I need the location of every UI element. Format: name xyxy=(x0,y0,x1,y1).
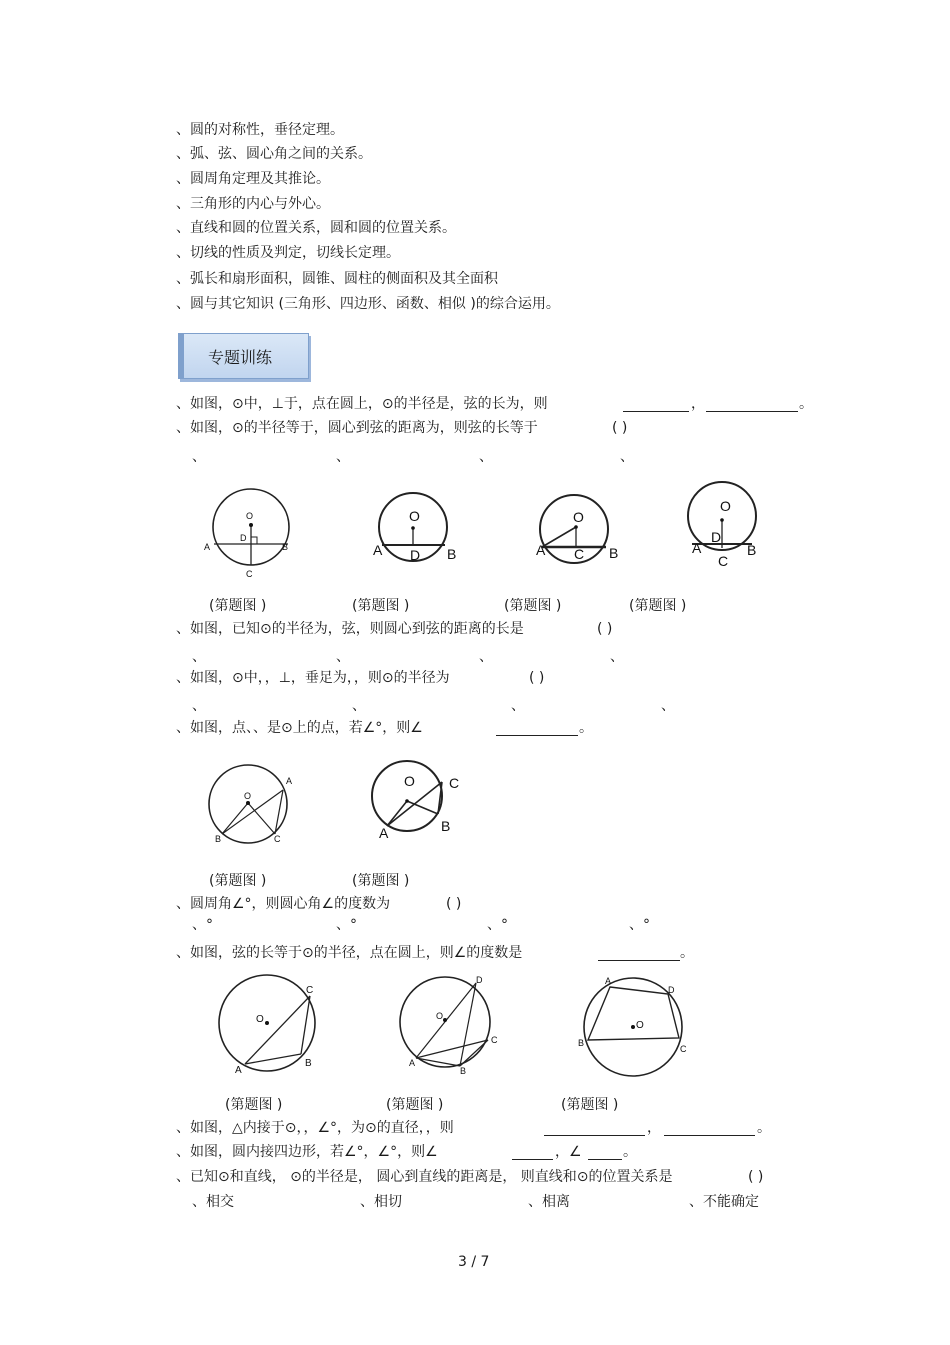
answer-blank xyxy=(706,411,798,412)
label-c: C xyxy=(718,553,729,569)
figure-caption: (第题图 ) xyxy=(209,873,267,889)
option: 、不能确定 xyxy=(689,1194,759,1210)
figure-caption: (第题图 ) xyxy=(225,1097,283,1113)
period: 。 xyxy=(623,1144,637,1160)
outline-item: 、圆的对称性，垂径定理。 xyxy=(176,122,344,138)
figure-chord-equals-radius xyxy=(205,968,330,1078)
label-c: C xyxy=(246,569,253,579)
label-a: A xyxy=(536,542,546,558)
figure-caption: (第题图 ) xyxy=(352,873,410,889)
figure-diameter-triangle xyxy=(395,970,515,1080)
answer-paren: ( ) xyxy=(612,420,628,436)
label-d: D xyxy=(476,975,483,985)
option: 、 xyxy=(620,449,634,465)
figure-caption: (第题图 ) xyxy=(386,1097,444,1113)
label-o: O xyxy=(720,498,731,514)
figure-caption: (第题图 ) xyxy=(504,598,562,614)
label-a: A xyxy=(373,542,383,558)
figure-circle-chord xyxy=(200,480,310,580)
figure-caption: (第题图 ) xyxy=(561,1097,619,1113)
option: 、° xyxy=(192,917,213,933)
option: 、 xyxy=(192,649,206,665)
label-o: O xyxy=(409,508,420,524)
figure-central-angle xyxy=(365,758,475,848)
option: 、 xyxy=(352,698,366,714)
label-a: A xyxy=(235,1065,242,1076)
question-2: 、如图，⊙的半径等于，圆心到弦的距离为，则弦的长等于 xyxy=(176,420,538,436)
label-c: C xyxy=(274,834,281,844)
label-b: B xyxy=(460,1066,467,1076)
label-o: O xyxy=(256,1014,264,1025)
label-b: B xyxy=(282,542,289,552)
option: 、相离 xyxy=(528,1194,570,1210)
label-d: D xyxy=(668,985,675,995)
question-3: 、如图，已知⊙的半径为，弦，则圆心到弦的距离的长是 xyxy=(176,621,524,637)
answer-paren: ( ) xyxy=(446,896,462,912)
label-a: A xyxy=(409,1058,416,1068)
option: 、° xyxy=(336,917,357,933)
label-o: O xyxy=(244,791,252,801)
answer-blank xyxy=(512,1159,553,1160)
label-b: B xyxy=(609,545,619,561)
answer-blank xyxy=(664,1135,755,1136)
separator: ， xyxy=(691,396,705,412)
option: 、° xyxy=(629,917,650,933)
label-b: B xyxy=(447,546,457,562)
answer-blank xyxy=(496,735,578,736)
label-b: B xyxy=(747,542,757,558)
answer-blank xyxy=(598,960,680,961)
label-d: D xyxy=(240,533,247,543)
option: 、 xyxy=(336,449,350,465)
outline-item: 、圆周角定理及其推论。 xyxy=(176,171,330,187)
option: 、 xyxy=(336,649,350,665)
question-4: 、如图，⊙中，，⊥，垂足为，，则⊙的半径为 xyxy=(176,670,450,686)
answer-paren: ( ) xyxy=(597,621,613,637)
figure-circle-radius xyxy=(365,482,475,582)
option: 、 xyxy=(192,449,206,465)
label-a: A xyxy=(692,540,702,556)
option: 、 xyxy=(192,698,206,714)
figure-caption: (第题图 ) xyxy=(629,598,687,614)
option: 、相交 xyxy=(192,1194,234,1210)
figure-caption: (第题图 ) xyxy=(352,598,410,614)
separator: ，∠ xyxy=(555,1144,582,1160)
answer-blank xyxy=(544,1135,645,1136)
question-5: 、如图，点、、是⊙上的点，若∠°，则∠ xyxy=(176,720,423,736)
answer-paren: ( ) xyxy=(529,670,545,686)
label-o: O xyxy=(436,1011,444,1021)
figure-caption: (第题图 ) xyxy=(209,598,267,614)
outline-item: 、三角形的内心与外心。 xyxy=(176,196,330,212)
option: 、 xyxy=(610,649,624,665)
label-a: A xyxy=(286,776,293,786)
figure-circle-perpendicular xyxy=(680,478,790,578)
label-d: D xyxy=(410,547,421,563)
question-10: 、已知⊙和直线， ⊙的半径是， 圆心到直线的距离是， 则直线和⊙的位置关系是 xyxy=(176,1169,673,1185)
label-c: C xyxy=(574,546,585,562)
period: 。 xyxy=(680,945,694,961)
label-b: B xyxy=(578,1038,585,1048)
label-a: A xyxy=(379,825,389,841)
label-d: D xyxy=(711,529,722,545)
figure-inscribed-angle xyxy=(200,758,310,853)
label-o: O xyxy=(404,773,415,789)
option: 、相切 xyxy=(360,1194,402,1210)
answer-blank xyxy=(623,411,689,412)
period: 。 xyxy=(799,396,813,412)
label-b: B xyxy=(215,834,222,844)
answer-blank xyxy=(588,1159,622,1160)
label-a: A xyxy=(605,976,612,986)
label-c: C xyxy=(491,1035,498,1045)
label-a: A xyxy=(204,542,211,552)
period: 。 xyxy=(757,1120,771,1136)
question-9: 、如图，圆内接四边形，若∠°，∠°，则∠ xyxy=(176,1144,438,1160)
section-banner xyxy=(178,333,309,379)
period: 。 xyxy=(579,720,593,736)
outline-item: 、弧、弦、圆心角之间的关系。 xyxy=(176,146,372,162)
label-o: O xyxy=(246,511,254,521)
option: 、° xyxy=(487,917,508,933)
label-o: O xyxy=(636,1020,644,1031)
outline-item: 、弧长和扇形面积，圆锥、圆柱的侧面积及其全面积 xyxy=(176,271,498,287)
figure-circle-triangle xyxy=(530,485,640,585)
label-o: O xyxy=(573,509,584,525)
outline-item: 、切线的性质及判定，切线长定理。 xyxy=(176,245,400,261)
label-c: C xyxy=(680,1044,687,1054)
option: 、 xyxy=(479,449,493,465)
label-b: B xyxy=(441,818,451,834)
option: 、 xyxy=(511,698,525,714)
question-1: 、如图，⊙中，⊥于，点在圆上，⊙的半径是，弦的长为，则 xyxy=(176,396,548,412)
outline-item: 、直线和圆的位置关系，圆和圆的位置关系。 xyxy=(176,220,456,236)
figure-inscribed-quadrilateral xyxy=(575,970,700,1080)
outline-item: 、圆与其它知识 (三角形、四边形、函数、相似 )的综合运用。 xyxy=(176,296,560,312)
label-c: C xyxy=(306,985,314,996)
option: 、 xyxy=(661,698,675,714)
label-c: C xyxy=(449,775,460,791)
label-b: B xyxy=(305,1058,312,1069)
page-number: 3 / 7 xyxy=(458,1254,490,1270)
section-banner-title: 专题训练 xyxy=(208,348,273,367)
question-8: 、如图，△内接于⊙，，∠°，为⊙的直径，，则 xyxy=(176,1120,454,1136)
option: 、 xyxy=(479,649,493,665)
separator: ， xyxy=(647,1120,661,1136)
question-7: 、如图，弦的长等于⊙的半径，点在圆上，则∠的度数是 xyxy=(176,945,523,961)
answer-paren: ( ) xyxy=(748,1169,764,1185)
question-6: 、圆周角∠°，则圆心角∠的度数为 xyxy=(176,896,391,912)
